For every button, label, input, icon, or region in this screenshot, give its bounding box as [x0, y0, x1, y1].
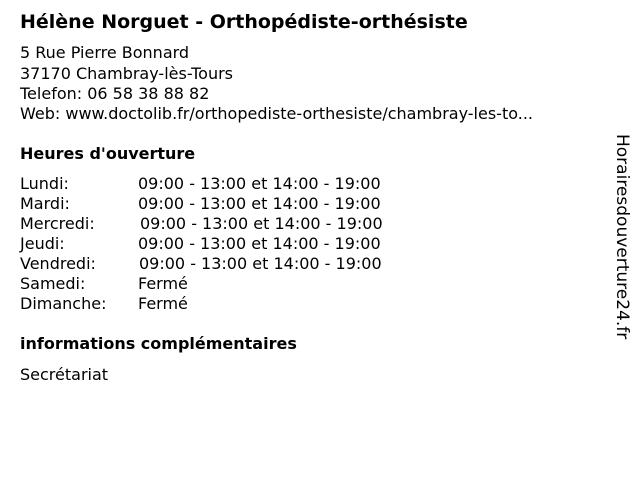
day-hours: 09:00 - 13:00 et 14:00 - 19:00 — [138, 174, 381, 193]
day-label: Jeudi: — [20, 234, 65, 253]
day-label: Samedi: — [20, 274, 86, 293]
day-label: Mercredi: — [20, 214, 95, 233]
day-hours: 09:00 - 13:00 et 14:00 - 19:00 — [139, 254, 382, 273]
day-hours: 09:00 - 13:00 et 14:00 - 19:00 — [140, 214, 383, 233]
day-label: Mardi: — [20, 194, 70, 213]
day-hours: 09:00 - 13:00 et 14:00 - 19:00 — [138, 234, 381, 253]
additional-info-text: Secrétariat — [20, 365, 109, 384]
day-hours: Fermé — [138, 294, 188, 313]
business-title: Hélène Norguet - Orthopédiste-orthésiste — [20, 11, 468, 33]
day-hours: 09:00 - 13:00 et 14:00 - 19:00 — [138, 194, 381, 213]
day-label: Lundi: — [20, 174, 69, 193]
phone-line: Telefon: 06 58 38 88 82 — [20, 84, 210, 103]
address-city: 37170 Chambray-lès-Tours — [20, 64, 234, 83]
address-street: 5 Rue Pierre Bonnard — [20, 43, 190, 62]
day-hours: Fermé — [138, 274, 188, 293]
site-brand-vertical: Horairesdouverture24.fr — [612, 134, 632, 340]
opening-hours-heading: Heures d'ouverture — [20, 144, 196, 163]
website-line: Web: www.doctolib.fr/orthopediste-orthesiste/chambray-les-to... — [20, 104, 533, 123]
day-label: Vendredi: — [20, 254, 96, 273]
additional-info-heading: informations complémentaires — [20, 334, 297, 353]
day-label: Dimanche: — [20, 294, 107, 313]
